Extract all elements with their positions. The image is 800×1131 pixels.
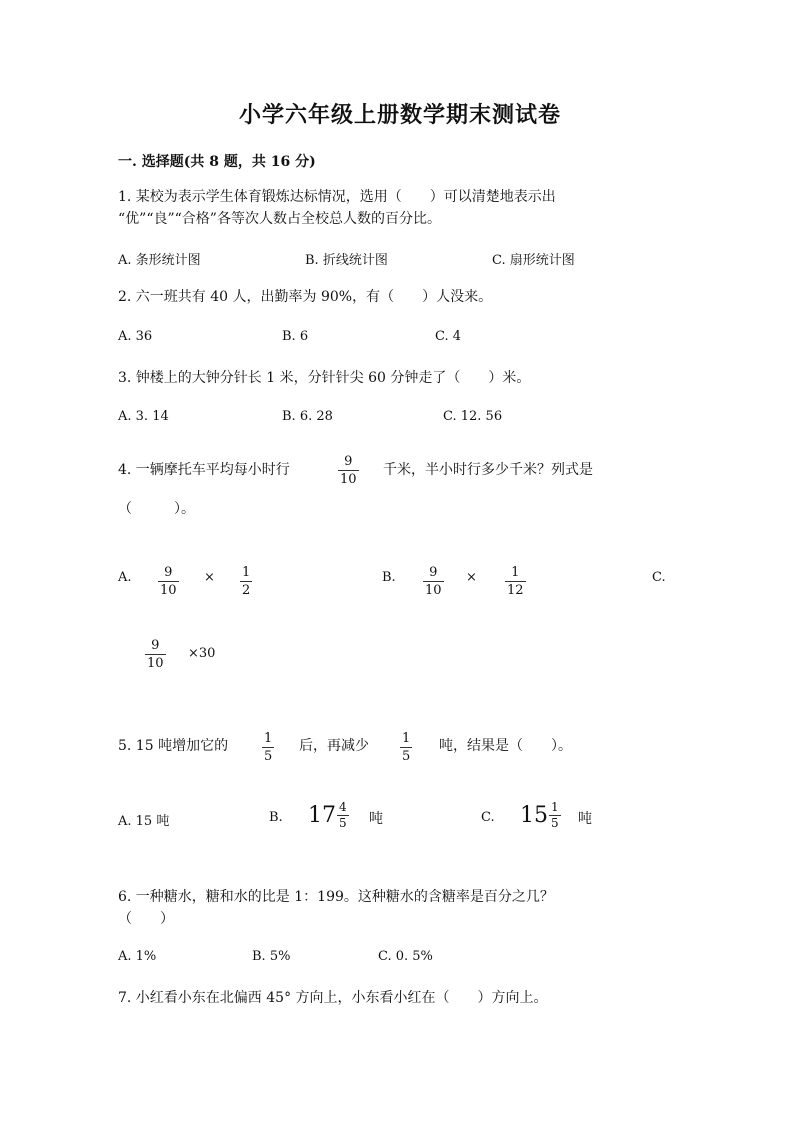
- fraction-denominator: 12: [507, 583, 524, 598]
- mixed-whole: 15: [520, 803, 548, 828]
- q4-option-a-label: A.: [118, 570, 132, 585]
- q4-fraction: [338, 454, 359, 487]
- q4-option-c-label: C.: [652, 570, 666, 585]
- question-4-line-2: （ ）。: [118, 501, 195, 517]
- q5-option-c-mixed-number: [520, 801, 561, 830]
- question-6-line-1: 6. 一种糖水，糖和水的比是 1：199。这种糖水的含糖率是百分之几？: [118, 889, 554, 905]
- question-2: 2. 六一班共有 40 人，出勤率为 90%，有（ ）人没来。: [118, 289, 493, 305]
- question-1-line-2: “优”“良”“合格”各等次人数占全校总人数的百分比。: [118, 211, 441, 227]
- q1-option-b: B. 折线统计图: [305, 253, 388, 268]
- q2-option-a: A. 36: [118, 329, 153, 344]
- fraction-denominator: 5: [339, 816, 347, 830]
- mixed-whole: 17: [308, 803, 336, 828]
- fraction-denominator: 10: [340, 472, 357, 487]
- q5-option-a: A. 15 吨: [118, 814, 170, 829]
- fraction-bar: [423, 581, 444, 582]
- q4-option-c-tail: ×30: [188, 646, 216, 661]
- fraction-numerator: 9: [429, 565, 438, 580]
- fraction-numerator: 1: [264, 731, 273, 746]
- question-5-text-a: 5. 15 吨增加它的: [118, 738, 229, 754]
- question-6: [118, 886, 554, 930]
- fraction-numerator: 9: [164, 565, 173, 580]
- page-title: 小学六年级上册数学期末测试卷: [238, 102, 561, 128]
- q5-option-c-unit: 吨: [578, 811, 592, 827]
- q4-option-b-label: B.: [382, 570, 396, 585]
- fraction-bar: [145, 654, 166, 655]
- q6-option-c: C. 0. 5%: [378, 949, 433, 964]
- q6-option-a: A. 1%: [118, 949, 157, 964]
- fraction-denominator: 5: [551, 816, 559, 830]
- q2-option-c: C. 4: [435, 329, 462, 344]
- q4-option-c-fraction: [145, 638, 166, 671]
- q6-option-b: B. 5%: [252, 949, 291, 964]
- q5-fraction-2: [400, 731, 412, 764]
- fraction-denominator: 10: [425, 583, 442, 598]
- q4-option-a-fraction-2: [240, 565, 252, 598]
- q5-option-b-unit: 吨: [369, 811, 383, 827]
- question-4-text-a: 4. 一辆摩托车平均每小时行: [118, 462, 290, 478]
- question-6-line-2: （ ）: [118, 911, 174, 927]
- section-heading: 一. 选择题(共 8 题，共 16 分): [118, 154, 316, 170]
- q2-option-b: B. 6: [282, 329, 309, 344]
- fraction-bar: [505, 581, 526, 582]
- fraction-numerator: 4: [339, 800, 347, 814]
- fraction-denominator: 5: [402, 749, 411, 764]
- q3-option-b: B. 6. 28: [282, 409, 333, 424]
- q4-option-b-fraction-2: [505, 565, 526, 598]
- question-7: 7. 小红看小东在北偏西 45° 方向上，小东看小红在（ ）方向上。: [118, 990, 548, 1006]
- q4-option-a-fraction-1: [158, 565, 179, 598]
- fraction-numerator: 9: [344, 454, 353, 469]
- q4-option-b-fraction-1: [423, 565, 444, 598]
- fraction-bar: [262, 747, 274, 748]
- fraction-numerator: 9: [151, 638, 160, 653]
- fraction-bar: [400, 747, 412, 748]
- mixed-fraction: [337, 801, 349, 830]
- fraction-denominator: 5: [264, 749, 273, 764]
- q3-option-c: C. 12. 56: [443, 409, 503, 424]
- fraction-bar: [338, 470, 359, 471]
- question-1-line-1: 1. 某校为表示学生体育锻炼达标情况，选用（ ）可以清楚地表示出: [118, 189, 556, 205]
- q5-option-b-label: B.: [269, 810, 283, 825]
- q5-option-c-label: C.: [481, 810, 495, 825]
- q3-option-a: A. 3. 14: [118, 409, 169, 424]
- fraction-bar: [240, 581, 252, 582]
- fraction-denominator: 10: [147, 656, 164, 671]
- fraction-denominator: 10: [160, 583, 177, 598]
- question-1: [118, 186, 556, 230]
- q4-option-b-operator: ×: [466, 570, 477, 585]
- question-3: 3. 钟楼上的大钟分针长 1 米，分针针尖 60 分钟走了（ ）米。: [118, 370, 531, 386]
- q1-option-a: A. 条形统计图: [118, 253, 201, 268]
- question-4-text-b: 千米，半小时行多少千米？列式是: [383, 462, 593, 478]
- q5-fraction-1: [262, 731, 274, 764]
- fraction-numerator: 1: [511, 565, 520, 580]
- fraction-numerator: 1: [242, 565, 251, 580]
- fraction-numerator: 1: [402, 731, 411, 746]
- question-5-text-c: 吨，结果是（ ）。: [439, 738, 572, 754]
- q5-option-b-mixed-number: [308, 801, 349, 830]
- question-5-text-b: 后，再减少: [299, 738, 369, 754]
- fraction-bar: [158, 581, 179, 582]
- fraction-numerator: 1: [551, 800, 559, 814]
- fraction-denominator: 2: [242, 583, 251, 598]
- mixed-fraction: [549, 801, 561, 830]
- q1-option-c: C. 扇形统计图: [492, 253, 575, 268]
- q4-option-a-operator: ×: [204, 570, 215, 585]
